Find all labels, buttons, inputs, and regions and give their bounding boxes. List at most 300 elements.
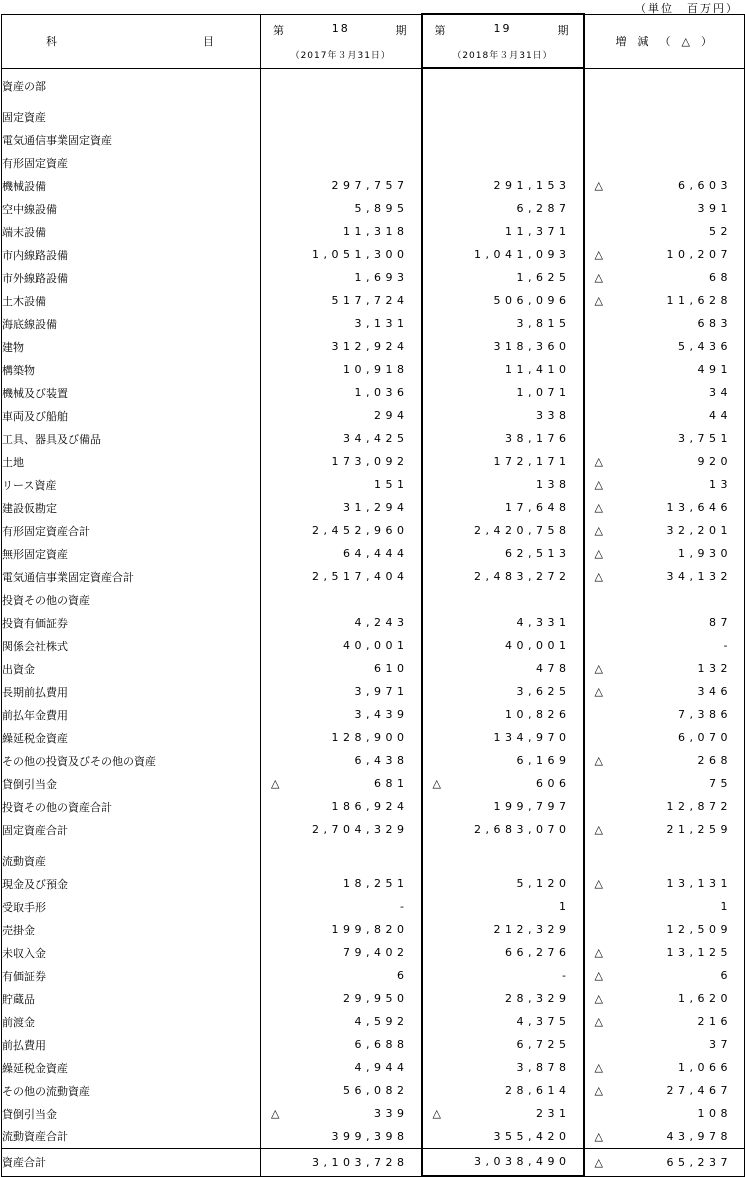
value-term-18 [261, 335, 422, 358]
table-row [2, 657, 745, 680]
negative-mark: △ [594, 1061, 603, 1074]
value-term-19 [422, 335, 584, 358]
value-term-18 [261, 1102, 422, 1125]
row-label: 繰延税金資産 [2, 726, 261, 749]
value-diff [584, 588, 745, 611]
value-term-18-value: 186,924 [331, 800, 409, 813]
row-label: 流動資産合計 [2, 1125, 261, 1148]
value-diff [584, 634, 745, 657]
value-term-18-value: 56,082 [343, 1084, 409, 1097]
value-term-18 [261, 404, 422, 427]
negative-mark: △ [594, 946, 603, 959]
value-diff [584, 358, 745, 381]
row-label: 資産合計 [2, 1148, 261, 1176]
negative-mark: △ [271, 1107, 280, 1120]
negative-mark: △ [594, 969, 603, 982]
value-diff-value: - [723, 639, 732, 652]
value-diff [584, 105, 745, 128]
table-row [2, 941, 745, 964]
value-diff-value: 132 [697, 662, 732, 675]
row-label: 前払費用 [2, 1033, 261, 1056]
value-diff [584, 335, 745, 358]
value-diff-value: 7,386 [678, 708, 732, 721]
table-row [2, 519, 745, 542]
table-row [2, 243, 745, 266]
row-label: 固定資産 [2, 105, 261, 128]
value-diff-value: 37 [709, 1038, 732, 1051]
value-term-19-value: 506,096 [493, 294, 571, 307]
header-subject-char-1: 科 [46, 35, 59, 48]
value-term-18 [261, 220, 422, 243]
value-term-18-value: 339 [374, 1107, 409, 1120]
value-term-19 [422, 427, 584, 450]
header-term-19-ki: 期 [557, 23, 571, 37]
row-label: 市外線路設備 [2, 266, 261, 289]
value-diff [584, 1033, 745, 1056]
value-term-19-value: 212,329 [493, 923, 571, 936]
value-diff [584, 542, 745, 565]
negative-mark: △ [594, 1015, 603, 1028]
value-diff [584, 941, 745, 964]
row-label: 電気通信事業固定資産 [2, 128, 261, 151]
value-term-19 [422, 987, 584, 1010]
table-row [2, 266, 745, 289]
value-diff-value: 5,436 [678, 340, 732, 353]
value-term-18 [261, 128, 422, 151]
value-term-18-value: 6 [397, 969, 409, 982]
table-row [2, 427, 745, 450]
value-diff-value: 12,509 [666, 923, 732, 936]
table-row [2, 128, 745, 151]
row-label: リース資産 [2, 473, 261, 496]
value-diff [584, 519, 745, 542]
value-diff-value: 6 [720, 969, 732, 982]
value-term-18-value: 10,918 [343, 363, 409, 376]
value-term-19-value: 5,120 [516, 877, 571, 890]
value-diff [584, 849, 745, 872]
value-diff [584, 895, 745, 918]
value-term-19 [422, 358, 584, 381]
value-term-18 [261, 1033, 422, 1056]
table-row [2, 542, 745, 565]
value-term-18-value: 3,971 [354, 685, 409, 698]
table-row [2, 987, 745, 1010]
negative-mark: △ [594, 685, 603, 698]
value-term-18-value: 610 [374, 662, 409, 675]
value-diff-value: 216 [697, 1015, 732, 1028]
value-term-18 [261, 105, 422, 128]
value-diff-value: 391 [697, 202, 732, 215]
row-label: 前払年金費用 [2, 703, 261, 726]
negative-mark: △ [432, 777, 441, 790]
value-diff [584, 289, 745, 312]
value-term-19 [422, 289, 584, 312]
value-term-19 [422, 381, 584, 404]
value-term-19 [422, 611, 584, 634]
value-term-18 [261, 381, 422, 404]
value-term-18-value: 1,693 [354, 271, 409, 284]
value-term-18 [261, 749, 422, 772]
table-row [2, 918, 745, 941]
value-diff [584, 381, 745, 404]
value-term-18-value: 3,103,728 [312, 1155, 409, 1169]
negative-mark: △ [594, 754, 603, 767]
row-label: 投資その他の資産合計 [2, 795, 261, 818]
value-term-18 [261, 772, 422, 795]
value-term-19-value: 1,041,093 [474, 248, 571, 261]
table-row [2, 726, 745, 749]
value-term-19 [422, 1148, 584, 1176]
row-label: 貸倒引当金 [2, 772, 261, 795]
value-diff [584, 74, 745, 97]
negative-mark: △ [594, 823, 603, 836]
negative-mark: △ [594, 179, 603, 192]
value-diff-value: 65,237 [666, 1155, 732, 1169]
value-term-19-value: 606 [536, 777, 571, 790]
value-term-19 [422, 151, 584, 174]
value-diff [584, 772, 745, 795]
value-term-19 [422, 473, 584, 496]
negative-mark: △ [594, 501, 603, 514]
value-term-19-value: 2,683,070 [474, 823, 571, 836]
row-label: 車両及び船舶 [2, 404, 261, 427]
table-row [2, 749, 745, 772]
header-term-18-dai: 第 [273, 23, 286, 37]
value-term-19 [422, 450, 584, 473]
row-label: 海底線設備 [2, 312, 261, 335]
table-row [2, 358, 745, 381]
value-term-19 [422, 872, 584, 895]
table-row [2, 74, 745, 97]
value-term-18 [261, 542, 422, 565]
value-diff-value: 1,620 [678, 992, 732, 1005]
value-term-19 [422, 918, 584, 941]
negative-mark: △ [594, 294, 603, 307]
header-term-18-ki: 期 [395, 23, 409, 37]
value-term-18 [261, 243, 422, 266]
value-term-18-value: 1,036 [354, 386, 409, 399]
value-diff-value: 13,646 [666, 501, 732, 514]
value-term-18 [261, 703, 422, 726]
table-row [2, 611, 745, 634]
table-row [2, 473, 745, 496]
row-label: 有価証券 [2, 964, 261, 987]
value-diff [584, 1010, 745, 1033]
value-term-19-value: 62,513 [505, 547, 571, 560]
value-term-18-value: 64,444 [343, 547, 409, 560]
negative-mark: △ [594, 1129, 603, 1143]
row-label: 受取手形 [2, 895, 261, 918]
value-term-18 [261, 680, 422, 703]
value-term-18-value: 31,294 [343, 501, 409, 514]
value-term-18 [261, 358, 422, 381]
row-label: 構築物 [2, 358, 261, 381]
value-term-19 [422, 266, 584, 289]
value-diff [584, 312, 745, 335]
table-header-row [2, 14, 745, 68]
row-label: 投資その他の資産 [2, 588, 261, 611]
value-diff [584, 611, 745, 634]
row-label: 固定資産合計 [2, 818, 261, 841]
row-label: その他の流動資産 [2, 1079, 261, 1102]
value-term-18 [261, 289, 422, 312]
value-term-18-value: 2,704,329 [312, 823, 409, 836]
value-diff-value: 920 [697, 455, 732, 468]
table-row [2, 220, 745, 243]
value-term-18 [261, 1148, 422, 1176]
value-diff-value: 6,070 [678, 731, 732, 744]
value-diff [584, 220, 745, 243]
value-term-18 [261, 726, 422, 749]
spacer-cell [584, 97, 745, 105]
table-row [2, 174, 745, 197]
value-diff-value: 1,066 [678, 1061, 732, 1074]
row-label: 工具、器具及び備品 [2, 427, 261, 450]
value-diff [584, 795, 745, 818]
value-term-18 [261, 565, 422, 588]
negative-mark: △ [594, 478, 603, 491]
value-term-19 [422, 941, 584, 964]
value-term-18-value: 6,688 [354, 1038, 409, 1051]
value-diff [584, 450, 745, 473]
value-term-18 [261, 987, 422, 1010]
value-term-19-value: 338 [536, 409, 571, 422]
spacer-row [2, 97, 745, 105]
value-term-19 [422, 588, 584, 611]
value-term-18-value: 6,438 [354, 754, 409, 767]
value-term-19 [422, 74, 584, 97]
negative-mark: △ [594, 547, 603, 560]
header-diff [584, 14, 745, 68]
negative-mark: △ [594, 271, 603, 284]
value-term-18-value: 3,439 [354, 708, 409, 721]
value-term-18 [261, 74, 422, 97]
value-diff [584, 243, 745, 266]
row-label: 無形固定資産 [2, 542, 261, 565]
value-diff [584, 818, 745, 841]
value-diff [584, 749, 745, 772]
row-label: 未収入金 [2, 941, 261, 964]
value-diff [584, 1125, 745, 1148]
value-term-18 [261, 795, 422, 818]
value-diff [584, 1148, 745, 1176]
value-diff-value: 43,978 [666, 1129, 732, 1143]
table-row [2, 381, 745, 404]
value-diff [584, 427, 745, 450]
table-row [2, 1010, 745, 1033]
value-term-18-value: 5,895 [354, 202, 409, 215]
value-diff [584, 726, 745, 749]
header-term-18-num: 18 [331, 21, 350, 35]
value-diff [584, 404, 745, 427]
value-term-19-value: 28,329 [505, 992, 571, 1005]
table-row [2, 895, 745, 918]
value-term-18-value: 399,398 [331, 1129, 409, 1143]
value-term-18-value: 681 [374, 777, 409, 790]
value-term-18 [261, 849, 422, 872]
value-diff [584, 964, 745, 987]
value-term-19-value: 11,410 [505, 363, 571, 376]
row-label: 市内線路設備 [2, 243, 261, 266]
value-term-18-value: 2,517,404 [312, 570, 409, 583]
value-term-18-value: 2,452,960 [312, 524, 409, 537]
unit-label: （単位 百万円） [635, 2, 739, 15]
spacer-cell [422, 97, 584, 105]
value-term-19 [422, 496, 584, 519]
value-diff-value: 13,125 [666, 946, 732, 959]
table-row [2, 151, 745, 174]
row-label: 端末設備 [2, 220, 261, 243]
negative-mark: △ [594, 992, 603, 1005]
value-term-19 [422, 818, 584, 841]
value-diff-value: 27,467 [666, 1084, 732, 1097]
value-term-18 [261, 1056, 422, 1079]
value-term-19 [422, 1033, 584, 1056]
value-term-19 [422, 174, 584, 197]
header-term-19-date: （2018年３月31日） [452, 50, 553, 61]
table-row [2, 450, 745, 473]
value-diff-value: 683 [697, 317, 732, 330]
table-row [2, 1102, 745, 1125]
header-term-18 [261, 14, 422, 68]
header-term-19-dai: 第 [434, 23, 448, 37]
value-term-19-value: 11,371 [505, 225, 571, 238]
value-term-18 [261, 473, 422, 496]
value-term-19 [422, 634, 584, 657]
table-row [2, 197, 745, 220]
value-term-19 [422, 1125, 584, 1148]
row-label: 流動資産 [2, 849, 261, 872]
row-label: 前渡金 [2, 1010, 261, 1033]
value-term-19-value: 6,169 [516, 754, 571, 767]
value-diff-value: 491 [697, 363, 732, 376]
value-diff-value: 44 [709, 409, 732, 422]
row-label: 投資有価証券 [2, 611, 261, 634]
value-term-19-value: 17,648 [505, 501, 571, 514]
value-diff-value: 34,132 [666, 570, 732, 583]
row-label: 土木設備 [2, 289, 261, 312]
value-term-18 [261, 964, 422, 987]
value-term-18 [261, 1010, 422, 1033]
balance-sheet-table [1, 13, 745, 1177]
value-term-19 [422, 1102, 584, 1125]
header-diff-label: 増減（△） [615, 35, 723, 48]
value-term-19 [422, 1079, 584, 1102]
negative-mark: △ [271, 777, 280, 790]
value-term-19-value: 1 [559, 900, 571, 913]
value-diff [584, 657, 745, 680]
value-term-18-value: 4,592 [354, 1015, 409, 1028]
value-term-19-value: 231 [536, 1107, 571, 1120]
value-term-19 [422, 128, 584, 151]
header-term-18-date: （2017年３月31日） [290, 50, 391, 61]
spacer-cell [261, 97, 422, 105]
value-term-18 [261, 519, 422, 542]
table-row [2, 1079, 745, 1102]
spacer-cell [584, 841, 745, 849]
table-row [2, 795, 745, 818]
spacer-cell [2, 97, 261, 105]
table-row [2, 496, 745, 519]
spacer-cell [261, 841, 422, 849]
value-term-19 [422, 197, 584, 220]
negative-mark: △ [594, 248, 603, 261]
value-term-18-value: 3,131 [354, 317, 409, 330]
row-label: 機械及び装置 [2, 381, 261, 404]
value-diff-value: 13,131 [666, 877, 732, 890]
value-term-19-value: 1,071 [516, 386, 571, 399]
value-term-18 [261, 872, 422, 895]
value-term-18-value: 1,051,300 [312, 248, 409, 261]
table-row [2, 335, 745, 358]
value-diff-value: 34 [709, 386, 732, 399]
value-term-19-value: 3,878 [516, 1061, 571, 1074]
value-term-18-value: 173,092 [331, 455, 409, 468]
value-diff-value: 21,259 [666, 823, 732, 836]
table-row [2, 849, 745, 872]
value-term-19 [422, 1010, 584, 1033]
value-term-18-value: 312,924 [331, 340, 409, 353]
value-term-19 [422, 964, 584, 987]
value-term-19 [422, 657, 584, 680]
value-diff [584, 473, 745, 496]
value-term-19-value: 1,625 [516, 271, 571, 284]
value-term-18-value: 40,001 [343, 639, 409, 652]
row-label: 資産の部 [2, 74, 261, 97]
value-term-18 [261, 918, 422, 941]
value-term-19 [422, 105, 584, 128]
negative-mark: △ [594, 1084, 603, 1097]
value-term-19-value: 355,420 [493, 1129, 571, 1143]
value-diff-value: 1,930 [678, 547, 732, 560]
value-term-19 [422, 795, 584, 818]
value-term-18 [261, 818, 422, 841]
value-diff [584, 496, 745, 519]
value-diff-value: 75 [709, 777, 732, 790]
value-diff [584, 565, 745, 588]
value-term-19-value: 38,176 [505, 432, 571, 445]
value-term-19-value: 172,171 [493, 455, 571, 468]
table-row [2, 1056, 745, 1079]
table-row [2, 588, 745, 611]
table-row [2, 872, 745, 895]
value-term-18 [261, 266, 422, 289]
row-label: 土地 [2, 450, 261, 473]
value-term-19-value: 3,815 [516, 317, 571, 330]
table-row [2, 772, 745, 795]
row-label: 有形固定資産 [2, 151, 261, 174]
value-term-19 [422, 895, 584, 918]
negative-mark: △ [594, 1155, 603, 1169]
value-diff [584, 703, 745, 726]
value-term-19-value: 6,725 [516, 1038, 571, 1051]
value-diff [584, 266, 745, 289]
value-diff [584, 174, 745, 197]
value-term-18 [261, 174, 422, 197]
value-term-18-value: 34,425 [343, 432, 409, 445]
value-diff-value: 1 [720, 900, 732, 913]
value-term-19 [422, 312, 584, 335]
header-term-19-num: 19 [493, 21, 512, 35]
value-term-19-value: 40,001 [505, 639, 571, 652]
value-term-19-value: 6,287 [516, 202, 571, 215]
value-diff-value: 346 [697, 685, 732, 698]
value-diff [584, 680, 745, 703]
value-diff [584, 151, 745, 174]
table-row [2, 105, 745, 128]
value-diff-value: 108 [697, 1107, 732, 1120]
table-row [2, 312, 745, 335]
